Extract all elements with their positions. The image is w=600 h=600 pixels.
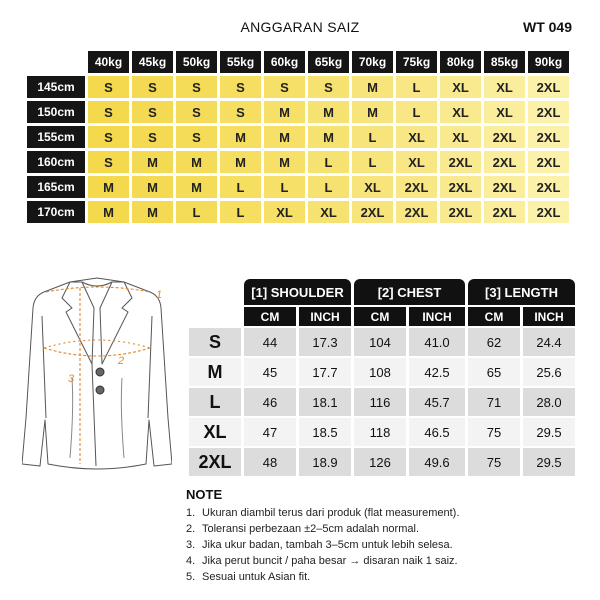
size-cell: M <box>264 151 305 173</box>
height-header: 145cm <box>27 76 85 98</box>
measurement-value: 29.5 <box>523 418 575 446</box>
unit-header: CM <box>244 307 296 326</box>
size-cell: L <box>396 76 437 98</box>
measurement-value: 18.9 <box>299 448 351 476</box>
measurement-row <box>189 388 575 416</box>
weight-header: 80kg <box>440 51 481 73</box>
note-item <box>186 537 586 553</box>
note-text: Jika perut buncit / paha besar → disaran naik 1 saiz. <box>202 555 458 567</box>
size-cell: L <box>308 151 349 173</box>
size-cell: S <box>88 76 129 98</box>
weight-header: 50kg <box>176 51 217 73</box>
weight-header: 85kg <box>484 51 525 73</box>
measurement-value: 46 <box>244 388 296 416</box>
measurement-value: 49.6 <box>409 448 465 476</box>
size-cell: S <box>176 101 217 123</box>
size-cell: 2XL <box>396 176 437 198</box>
note-item <box>186 553 586 569</box>
size-chart-row <box>27 126 569 148</box>
unit-header: INCH <box>299 307 351 326</box>
size-cell: XL <box>440 101 481 123</box>
notes-list <box>186 505 586 585</box>
weight-header: 75kg <box>396 51 437 73</box>
measurement-value: 17.7 <box>299 358 351 386</box>
note-text: Sesuai untuk Asian fit. <box>202 571 311 583</box>
height-header: 160cm <box>27 151 85 173</box>
size-cell: L <box>352 151 393 173</box>
measure-group-header: [2] CHEST <box>354 279 465 305</box>
measurement-value: 24.4 <box>523 328 575 356</box>
note-number: 2. <box>186 523 196 535</box>
weight-header: 55kg <box>220 51 261 73</box>
size-cell: M <box>132 201 173 223</box>
size-cell: XL <box>484 76 525 98</box>
measure-group-header: [3] LENGTH <box>468 279 575 305</box>
unit-header: INCH <box>409 307 465 326</box>
size-cell: M <box>220 151 261 173</box>
size-chart-row <box>27 176 569 198</box>
size-cell: 2XL <box>528 151 569 173</box>
size-cell: XL <box>440 126 481 148</box>
size-cell: 2XL <box>528 101 569 123</box>
weight-header: 65kg <box>308 51 349 73</box>
grid-corner <box>27 51 85 73</box>
measurement-value: 75 <box>468 448 520 476</box>
size-cell: S <box>132 101 173 123</box>
size-cell: 2XL <box>484 201 525 223</box>
size-chart-row <box>27 201 569 223</box>
note-text: Jika ukur badan, tambah 3–5cm untuk lebih selesa. <box>202 539 453 551</box>
size-cell: S <box>88 151 129 173</box>
size-cell: XL <box>396 126 437 148</box>
weight-header: 70kg <box>352 51 393 73</box>
measurement-value: 17.3 <box>299 328 351 356</box>
note-number: 1. <box>186 507 196 519</box>
size-cell: XL <box>352 176 393 198</box>
measure-label-3: 3 <box>68 373 75 385</box>
size-cell: L <box>352 126 393 148</box>
size-cell: 2XL <box>484 126 525 148</box>
size-cell: 2XL <box>352 201 393 223</box>
notes-section <box>186 487 586 585</box>
unit-header: CM <box>468 307 520 326</box>
measurement-value: 116 <box>354 388 406 416</box>
size-cell: 2XL <box>484 151 525 173</box>
size-cell: XL <box>308 201 349 223</box>
size-cell: 2XL <box>528 176 569 198</box>
size-label: S <box>189 328 241 356</box>
size-cell: M <box>352 101 393 123</box>
size-label: L <box>189 388 241 416</box>
measurement-value: 118 <box>354 418 406 446</box>
size-cell: 2XL <box>528 201 569 223</box>
size-cell: XL <box>440 76 481 98</box>
size-cell: M <box>308 101 349 123</box>
measurement-value: 48 <box>244 448 296 476</box>
size-label: M <box>189 358 241 386</box>
size-cell: M <box>88 176 129 198</box>
weight-header: 40kg <box>88 51 129 73</box>
measurement-value: 108 <box>354 358 406 386</box>
size-cell: S <box>220 76 261 98</box>
note-number: 3. <box>186 539 196 551</box>
size-cell: 2XL <box>440 151 481 173</box>
measurement-value: 44 <box>244 328 296 356</box>
notes-title: NOTE <box>186 487 223 502</box>
weight-height-size-chart <box>24 48 572 226</box>
size-cell: 2XL <box>396 201 437 223</box>
note-item <box>186 505 586 521</box>
measurement-value: 46.5 <box>409 418 465 446</box>
measurement-value: 28.0 <box>523 388 575 416</box>
size-cell: 2XL <box>528 76 569 98</box>
measurement-value: 75 <box>468 418 520 446</box>
measurement-value: 41.0 <box>409 328 465 356</box>
size-cell: 2XL <box>484 176 525 198</box>
size-cell: L <box>220 176 261 198</box>
size-cell: XL <box>484 101 525 123</box>
size-cell: S <box>176 126 217 148</box>
size-cell: S <box>176 76 217 98</box>
size-cell: S <box>308 76 349 98</box>
size-chart-row <box>27 76 569 98</box>
measure-label-1: 1 <box>156 289 163 301</box>
size-cell: L <box>176 201 217 223</box>
measurement-row <box>189 448 575 476</box>
size-cell: S <box>132 126 173 148</box>
size-cell: M <box>352 76 393 98</box>
unit-header: INCH <box>523 307 575 326</box>
size-cell: L <box>396 101 437 123</box>
size-cell: M <box>132 176 173 198</box>
product-code: WT 049 <box>522 19 572 35</box>
measurement-value: 126 <box>354 448 406 476</box>
size-cell: S <box>220 101 261 123</box>
note-item <box>186 569 586 585</box>
measure-label-2: 2 <box>118 355 125 367</box>
height-header: 150cm <box>27 101 85 123</box>
page-title: ANGGARAN SAIZ <box>240 19 360 35</box>
garment-measurement-table <box>186 277 578 478</box>
size-label: 2XL <box>189 448 241 476</box>
height-header: 170cm <box>27 201 85 223</box>
measurement-row <box>189 358 575 386</box>
measure-group-header: [1] SHOULDER <box>244 279 351 305</box>
measurement-value: 65 <box>468 358 520 386</box>
size-cell: S <box>88 126 129 148</box>
size-chart-row <box>27 151 569 173</box>
measurement-value: 71 <box>468 388 520 416</box>
size-cell: S <box>132 76 173 98</box>
measurement-value: 47 <box>244 418 296 446</box>
table-corner <box>189 307 241 326</box>
measurement-value: 45 <box>244 358 296 386</box>
weight-header: 60kg <box>264 51 305 73</box>
size-cell: S <box>264 76 305 98</box>
measurement-value: 29.5 <box>523 448 575 476</box>
size-label: XL <box>189 418 241 446</box>
size-cell: M <box>308 126 349 148</box>
note-number: 5. <box>186 571 196 583</box>
size-cell: 2XL <box>440 201 481 223</box>
weight-header: 45kg <box>132 51 173 73</box>
measurement-value: 45.7 <box>409 388 465 416</box>
size-cell: S <box>88 101 129 123</box>
size-cell: 2XL <box>528 126 569 148</box>
jacket-button <box>96 386 104 394</box>
size-cell: M <box>264 101 305 123</box>
measurement-value: 42.5 <box>409 358 465 386</box>
jacket-illustration <box>22 268 172 478</box>
size-cell: M <box>220 126 261 148</box>
measurement-value: 18.5 <box>299 418 351 446</box>
size-cell: L <box>264 176 305 198</box>
size-chart-row <box>27 101 569 123</box>
measurement-row <box>189 418 575 446</box>
height-header: 165cm <box>27 176 85 198</box>
size-cell: XL <box>264 201 305 223</box>
size-cell: M <box>176 176 217 198</box>
note-text: Toleransi perbezaan ±2–5cm adalah normal. <box>202 523 419 535</box>
size-cell: M <box>88 201 129 223</box>
size-cell: M <box>132 151 173 173</box>
size-cell: M <box>176 151 217 173</box>
table-corner <box>189 279 241 305</box>
note-text: Ukuran diambil terus dari produk (flat measurement). <box>202 507 460 519</box>
measurement-value: 104 <box>354 328 406 356</box>
size-cell: L <box>308 176 349 198</box>
size-cell: L <box>220 201 261 223</box>
size-cell: M <box>264 126 305 148</box>
size-cell: 2XL <box>440 176 481 198</box>
size-cell: XL <box>396 151 437 173</box>
measurement-value: 18.1 <box>299 388 351 416</box>
note-number: 4. <box>186 555 196 567</box>
measurement-value: 25.6 <box>523 358 575 386</box>
measurement-row <box>189 328 575 356</box>
measurement-value: 62 <box>468 328 520 356</box>
weight-header: 90kg <box>528 51 569 73</box>
jacket-button <box>96 368 104 376</box>
note-item <box>186 521 586 537</box>
height-header: 155cm <box>27 126 85 148</box>
unit-header: CM <box>354 307 406 326</box>
